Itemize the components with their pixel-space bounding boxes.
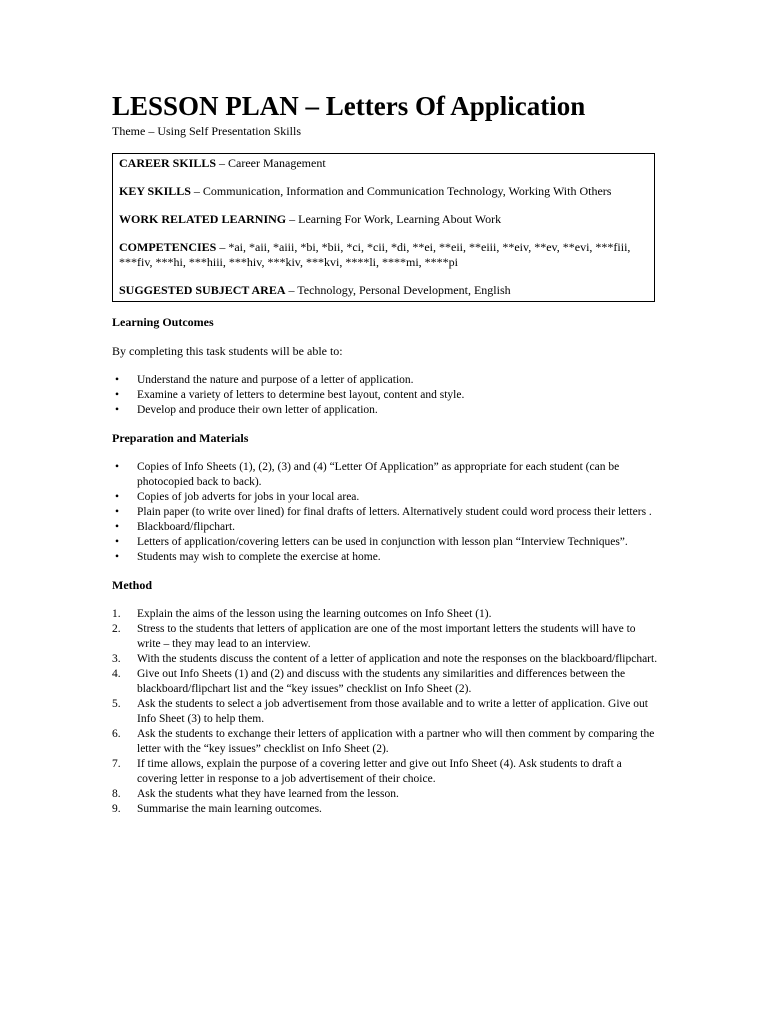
subject-area-row	[119, 283, 648, 298]
key-skills-value: – Communication, Information and Communication Technology, Working With Others	[190, 184, 612, 198]
method-step	[112, 607, 660, 622]
step-number: 3.	[112, 653, 121, 665]
bullet-icon: •	[115, 404, 120, 416]
bullet-icon: •	[115, 461, 120, 473]
work-related-learning-label: WORK RELATED LEARNING	[119, 212, 287, 226]
step-text: Ask the students to exchange their letters of application with a partner who will then comment by comparing the letter with the “key issues” checklist on Info Sheet (2).	[137, 728, 655, 755]
list-item-text: Blackboard/flipchart.	[137, 521, 236, 533]
step-number: 4.	[112, 668, 121, 680]
step-text: Ask the students to select a job advertisement from those available and to write a letter of application. Give out Info Sheet (3) to help them.	[137, 698, 648, 725]
preparation-heading: Preparation and Materials	[112, 431, 249, 445]
list-item	[112, 460, 660, 490]
preparation-list	[112, 460, 660, 565]
step-number: 1.	[112, 608, 121, 620]
method-step	[112, 697, 660, 727]
list-item	[112, 388, 660, 403]
step-number: 6.	[112, 728, 121, 740]
step-text: Summarise the main learning outcomes.	[137, 803, 322, 815]
list-item-text: Examine a variety of letters to determine best layout, content and style.	[137, 389, 465, 401]
list-item-text: Copies of job adverts for jobs in your local area.	[137, 491, 360, 503]
method-step	[112, 667, 660, 697]
method-step	[112, 652, 660, 667]
competencies-row	[119, 240, 648, 270]
list-item-text: Understand the nature and purpose of a letter of application.	[137, 374, 414, 386]
theme-line: Theme – Using Self Presentation Skills	[112, 124, 301, 138]
method-step	[112, 787, 660, 802]
method-steps-list	[112, 607, 660, 817]
bullet-icon: •	[115, 389, 120, 401]
key-skills-label: KEY SKILLS	[119, 184, 191, 198]
step-text: With the students discuss the content of a letter of application and note the responses on the blackboard/flipchart.	[137, 653, 658, 665]
step-number: 7.	[112, 758, 121, 770]
work-related-learning-row	[119, 212, 648, 227]
list-item-text: Students may wish to complete the exercise at home.	[137, 551, 381, 563]
step-text: Ask the students what they have learned from the lesson.	[137, 788, 399, 800]
method-heading: Method	[112, 578, 152, 592]
work-related-learning-value: – Learning For Work, Learning About Work	[286, 212, 502, 226]
method-step	[112, 757, 660, 787]
method-step	[112, 622, 660, 652]
list-item-text: Copies of Info Sheets (1), (2), (3) and (4) “Letter Of Application” as appropriate for each student (can be photocopied back to back).	[137, 461, 620, 488]
step-number: 8.	[112, 788, 121, 800]
step-text: Stress to the students that letters of application are one of the most important letters the students will have to write – they may lead to an interview.	[137, 623, 636, 650]
list-item	[112, 403, 660, 418]
list-item	[112, 535, 660, 550]
list-item-text: Develop and produce their own letter of application.	[137, 404, 378, 416]
competencies-value: – *ai, *aii, *aiii, *bi, *bii, *ci, *cii, *di, **ei, **eii, **eiii, **eiv, **ev, **evi, ***fiii, ***fiv, ***hi, ***hiii, ***hiv, ***kiv, ***kvi, ****li, ****mi, ****pi	[119, 240, 631, 269]
career-skills-row	[119, 156, 648, 171]
step-text: If time allows, explain the purpose of a covering letter and give out Info Sheet (4). Ask students to draft a covering letter in response to a job advertisement of their choice.	[137, 758, 622, 785]
subject-area-label: SUGGESTED SUBJECT AREA	[119, 283, 286, 297]
learning-outcomes-list	[112, 373, 660, 418]
career-skills-label: CAREER SKILLS	[119, 156, 217, 170]
bullet-icon: •	[115, 374, 120, 386]
list-item	[112, 550, 660, 565]
competencies-label: COMPETENCIES	[119, 240, 217, 254]
method-step	[112, 727, 660, 757]
key-skills-row	[119, 184, 648, 199]
step-number: 2.	[112, 623, 121, 635]
list-item	[112, 373, 660, 388]
step-text: Explain the aims of the lesson using the learning outcomes on Info Sheet (1).	[137, 608, 492, 620]
bullet-icon: •	[115, 506, 120, 518]
learning-outcomes-intro: By completing this task students will be able to:	[112, 344, 343, 358]
method-step	[112, 802, 660, 817]
list-item	[112, 520, 660, 535]
list-item	[112, 490, 660, 505]
career-skills-value: – Career Management	[216, 156, 326, 170]
bullet-icon: •	[115, 551, 120, 563]
bullet-icon: •	[115, 491, 120, 503]
lesson-plan-document	[112, 88, 660, 817]
step-text: Give out Info Sheets (1) and (2) and discuss with the students any similarities and differences between the blackboard/flipchart list and the “key issues” checklist on Info Sheet (2).	[137, 668, 626, 695]
step-number: 9.	[112, 803, 121, 815]
list-item-text: Plain paper (to write over lined) for final drafts of letters. Alternatively student could word process their letters .	[137, 506, 652, 518]
document-title: LESSON PLAN – Letters Of Application	[112, 91, 586, 121]
list-item-text: Letters of application/covering letters can be used in conjunction with lesson plan “Interview Techniques”.	[137, 536, 628, 548]
learning-outcomes-heading: Learning Outcomes	[112, 315, 214, 329]
skills-box	[112, 153, 655, 302]
list-item	[112, 505, 660, 520]
bullet-icon: •	[115, 536, 120, 548]
bullet-icon: •	[115, 521, 120, 533]
step-number: 5.	[112, 698, 121, 710]
subject-area-value: – Technology, Personal Development, English	[285, 283, 511, 297]
